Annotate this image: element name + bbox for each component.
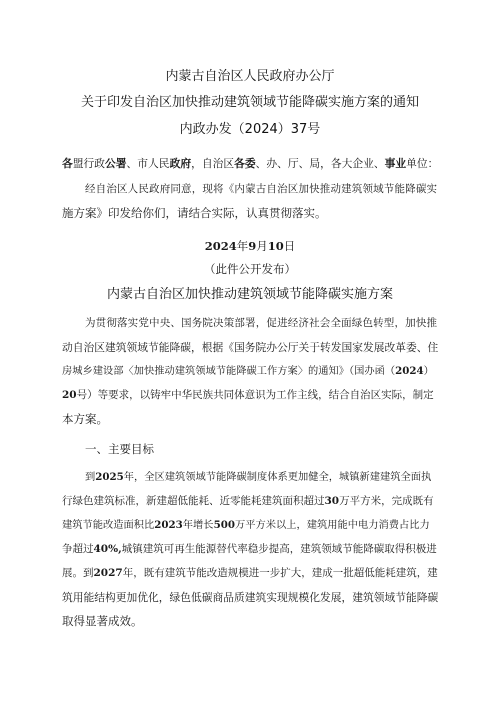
section-body-line xyxy=(85,470,437,485)
date-day: 10 xyxy=(267,239,284,253)
intro-line: 本方案。 xyxy=(62,412,108,426)
section-number: 2023 xyxy=(154,519,183,531)
document-number: 内政办发（2024）37号 xyxy=(179,122,321,137)
section-number: 30 xyxy=(324,495,340,507)
notice-body-line: 经自治区人民政府同意，现将《内蒙古自治区加快推动建筑领域节能降碳实 xyxy=(85,183,437,195)
recipient-text: 政府 xyxy=(169,157,192,170)
section-body-line: 取得显著成效。 xyxy=(62,614,143,628)
section-number: 2025 xyxy=(95,471,124,483)
section-text: 行绿色建筑标准，新建超低能耗、近零能耗建筑面积超过 xyxy=(62,495,325,507)
section-number: 40%, xyxy=(93,543,122,555)
section-body-line: 筑用能结构更加优化，绿色低碳商品质建筑实现规模化发展，建筑领域节能降碳 xyxy=(62,591,439,604)
intro-line: 为贯彻落实党中央、国务院决策部署，促进经济社会全面绿色转型，加快推 xyxy=(85,317,437,329)
date-month: 9 xyxy=(248,239,257,253)
recipient-text: 盟行政 xyxy=(72,157,106,170)
intro-line xyxy=(62,364,438,379)
section-text: 展。到 xyxy=(62,567,94,579)
notice-title: 关于印发自治区加快推动建筑领域节能降碳实施方案的通知 xyxy=(80,95,419,110)
plan-title: 内蒙古自治区加快推动建筑领域节能降碳实施方案 xyxy=(106,287,393,302)
section-number: 500 xyxy=(213,519,235,531)
intro-text: 房城乡建设部〈加快推动建筑领域节能降碳工作方案〉的通知》（国办函（ xyxy=(62,365,396,377)
intro-number: 20 xyxy=(62,389,77,401)
section-text: 到 xyxy=(85,471,96,483)
section-text: 年增长 xyxy=(182,519,214,531)
recipient-text: 公署 xyxy=(105,157,127,170)
intro-text: ） xyxy=(423,365,434,377)
section-number: 2027 xyxy=(93,567,123,579)
recipient-text: 单位： xyxy=(406,157,439,170)
section-text: 年，全区建筑领域节能降碳制度体系更加健全，城镇新建建筑全面执 xyxy=(123,471,432,483)
date-text: 月 xyxy=(256,239,268,253)
recipient-text: ，自治区 xyxy=(191,157,235,170)
date-text: 日 xyxy=(283,239,296,253)
intro-text: 号）等要求，以铸牢中华民族共同体意识为工作主线，结合自治区实际，制定 xyxy=(76,389,434,401)
section-text: 万平方米，完成既有 xyxy=(339,495,434,507)
section-body-line xyxy=(62,518,438,533)
section-text: 年，既有建筑节能改造规模进一步扩大，建成一批超低能耗建筑，建 xyxy=(122,567,438,579)
recipient-text: 各委 xyxy=(234,157,256,170)
section-body-line xyxy=(62,494,438,509)
section-heading: 一、主要目标 xyxy=(85,442,154,456)
section-body-line xyxy=(62,542,438,557)
intro-number: 2024 xyxy=(395,365,424,377)
date-text: 年 xyxy=(236,239,249,253)
section-text: 建筑节能改造面积比 xyxy=(62,519,155,531)
intro-line xyxy=(62,388,438,403)
date-year: 2024 xyxy=(204,239,237,253)
publish-note: （此件公开发布） xyxy=(204,262,296,276)
recipient-text: 事业 xyxy=(384,157,407,170)
notice-body-line: 施方案》印发给你们，请结合实际，认真贯彻落实。 xyxy=(62,206,327,220)
issue-date xyxy=(0,239,500,254)
section-text: 万平方米以上，建筑用能中电力消费占比力 xyxy=(234,519,430,531)
section-text: 城镇建筑可再生能源替代率稳步提高，建筑领域节能降碳取得积极进 xyxy=(121,543,437,555)
recipient-text: 、办、厅、局，各大企业、 xyxy=(255,157,385,170)
issuer-heading: 内蒙古自治区人民政府办公厅 xyxy=(165,69,335,84)
recipient-text: 各 xyxy=(62,157,73,170)
intro-line: 动自治区建筑领域节能降碳，根据《国务院办公厅关于转发国家发展改革委、住 xyxy=(62,341,439,354)
recipient-text: 、市人民 xyxy=(126,157,170,170)
section-body-line xyxy=(62,566,438,581)
recipients-line xyxy=(62,156,438,171)
section-text: 争超过 xyxy=(62,543,94,555)
